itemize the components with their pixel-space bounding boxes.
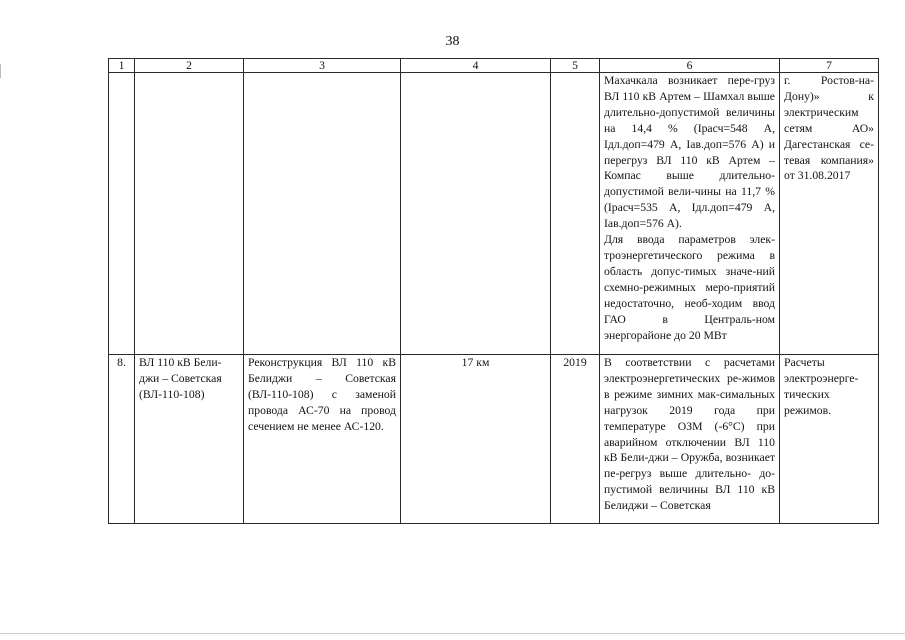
cell-empty xyxy=(135,73,244,355)
scan-bottom-line xyxy=(0,633,905,634)
cell-justification: В соответствии с расчетами электроэнергетических ре-жимов в режиме зимних мак-симальных нагрузок 2019 года при температуре ОЗМ (-6°С) при аварийном отключении ВЛ 110 кВ Бели-джи – Оружба, возникает пе-регруз выше длительно- до-пустимой величины ВЛ 110 кВ Белиджи – Советская xyxy=(600,355,780,524)
table-row-continuation xyxy=(109,73,879,355)
cell-empty xyxy=(551,73,600,355)
page-number: 38 xyxy=(445,34,460,49)
column-number: 2 xyxy=(135,59,244,73)
document-table xyxy=(108,58,879,524)
cell-length: 17 км xyxy=(401,355,551,524)
paragraph-measures: Для ввода параметров элек-троэнергетического режима в область допус-тимых значе-ний схемно-режимных меро-приятий недостаточно, необ-ходим ввод ГАО в Централь-ном энергорайоне до 20 МВт xyxy=(604,233,775,342)
scan-edge-mark xyxy=(0,64,5,78)
column-number: 5 xyxy=(551,59,600,73)
column-number: 3 xyxy=(244,59,401,73)
cell-empty xyxy=(109,73,135,355)
cell-row-number: 8. xyxy=(109,355,135,524)
cell-basis: Расчеты электроэнерге-тических режимов. xyxy=(780,355,879,524)
paragraph-overload: Махачкала возникает пере-груз ВЛ 110 кВ Артем – Шамхал выше длительно-допустимой величины на 14,4 % (Ірасч=548 А, Ідл.доп=479 А, Іав.доп=576 А) и перегруз ВЛ 110 кВ Артем – Компас выше длительно-допустимой вели-чины на 11,7 % (Ірасч=535 А, Ідл.доп=479 А, Іав.доп=576 А). xyxy=(604,74,775,231)
column-number: 4 xyxy=(401,59,551,73)
column-number-row xyxy=(109,59,879,73)
cell-object: ВЛ 110 кВ Бели-джи – Советская (ВЛ-110-108) xyxy=(135,355,244,524)
cell-empty xyxy=(244,73,401,355)
cell-basis-continued: г. Ростов-на-Дону)» к электрическим сетям АО» Дагестанская се-тевая компания» от 31.08.2017 xyxy=(780,73,879,355)
column-number: 7 xyxy=(780,59,879,73)
table-row-8 xyxy=(109,355,879,524)
cell-empty xyxy=(401,73,551,355)
column-number: 6 xyxy=(600,59,780,73)
cell-justification-continued xyxy=(600,73,780,355)
cell-year: 2019 xyxy=(551,355,600,524)
cell-measure: Реконструкция ВЛ 110 кВ Белиджи – Советская (ВЛ-110-108) с заменой провода АС-70 на провод сечением не менее АС-120. xyxy=(244,355,401,524)
column-number: 1 xyxy=(109,59,135,73)
